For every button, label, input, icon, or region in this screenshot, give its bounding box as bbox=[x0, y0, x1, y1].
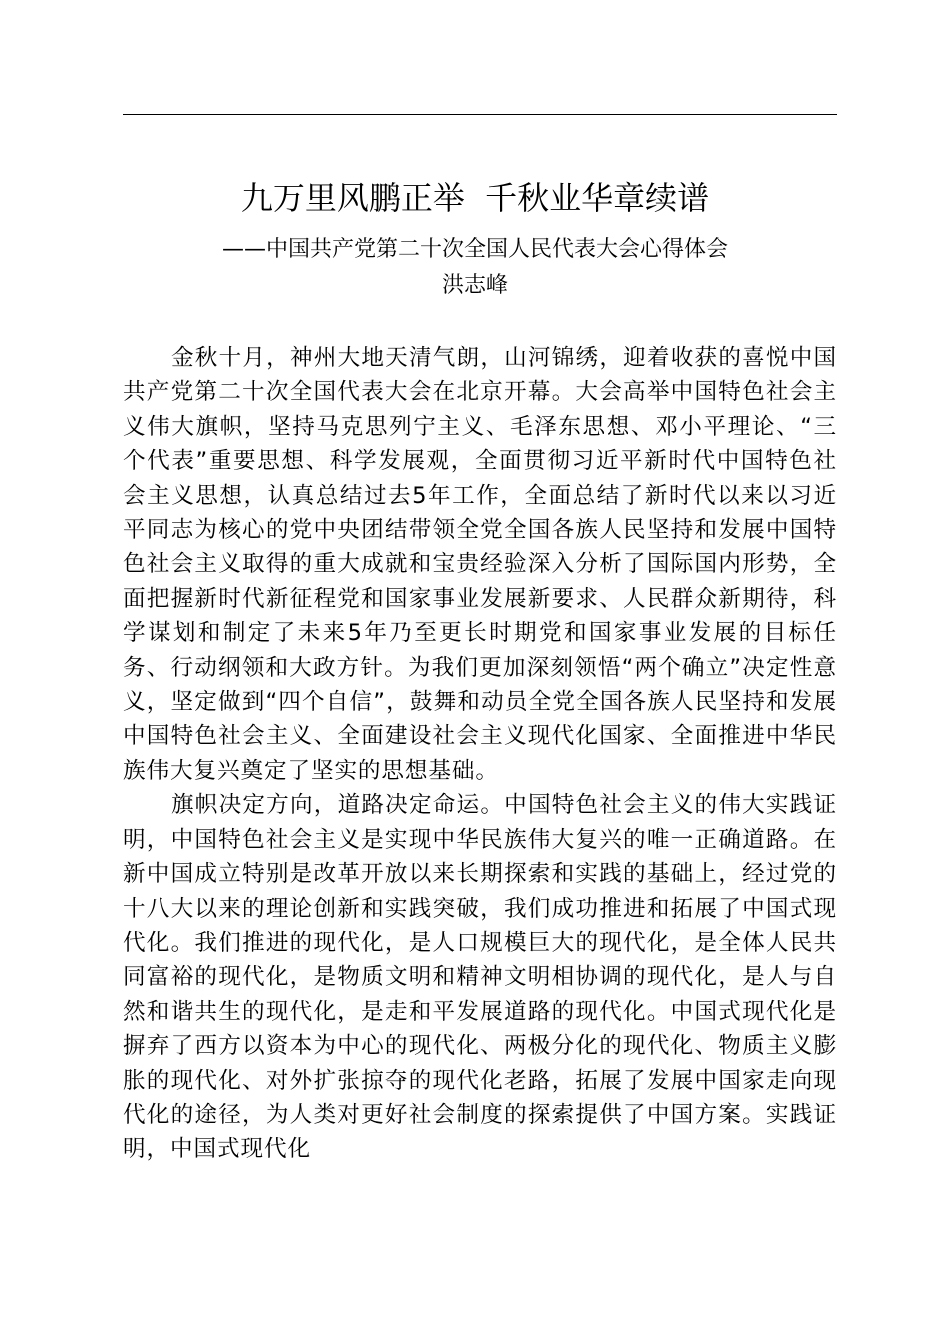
document-author: 洪志峰 bbox=[441, 273, 508, 298]
paragraph: 金秋十月，神州大地天清气朗，山河锦绣，迎着收获的喜悦中国共产党第二十次全国代表大会在北京开幕。大会高举中国特色社会主义伟大旗帜，坚持马克思列宁主义、毛泽东思想、邓小平理论、“三个代表”重要思想、科学发展观，全面贯彻习近平新时代中国特色社会主义思想，认真总结过去5年工作，全面总结了新时代以来以习近平同志为核心的党中央团结带领全党全国各族人民坚持和发展中国特色社会主义取得的重大成就和宝贵经验深入分析了国际国内形势，全面把握新时代新征程党和国家事业发展新要求、人民群众新期待，科学谋划和制定了未来5年乃至更长时期党和国家事业发展的目标任务、行动纲领和大政方针。为我们更加深刻领悟“两个确立”决定性意义，坚定做到“四个自信”，鼓舞和动员全党全国各族人民坚持和发展中国特色社会主义、全面建设社会主义现代化国家、全面推进中华民族伟大复兴奠定了坚实的思想基础。 bbox=[123, 345, 837, 784]
document-subtitle: ——中国共产党第二十次全国人民代表大会心得体会 bbox=[221, 237, 728, 262]
document-body bbox=[123, 341, 837, 1167]
paragraph: 旗帜决定方向，道路决定命运。中国特色社会主义的伟大实践证明，中国特色社会主义是实现中华民族伟大复兴的唯一正确道路。在新中国成立特别是改革开放以来长期探索和实践的基础上，经过党的十八大以来的理论创新和实践突破，我们成功推进和拓展了中国式现代化。我们推进的现代化，是人口规模巨大的现代化，是全体人民共同富裕的现代化，是物质文明和精神文明相协调的现代化，是人与自然和谐共生的现代化，是走和平发展道路的现代化。中国式现代化是摒弃了西方以资本为中心的现代化、两极分化的现代化、物质主义膨胀的现代化、对外扩张掠夺的现代化老路，拓展了发展中国家走向现代化的途径，为人类对更好社会制度的探索提供了中国方案。实践证明，中国式现代化 bbox=[123, 792, 837, 1163]
header-rule bbox=[123, 114, 837, 115]
document-title: 九万里风鹏正举 千秋业华章续谱 bbox=[240, 179, 710, 217]
